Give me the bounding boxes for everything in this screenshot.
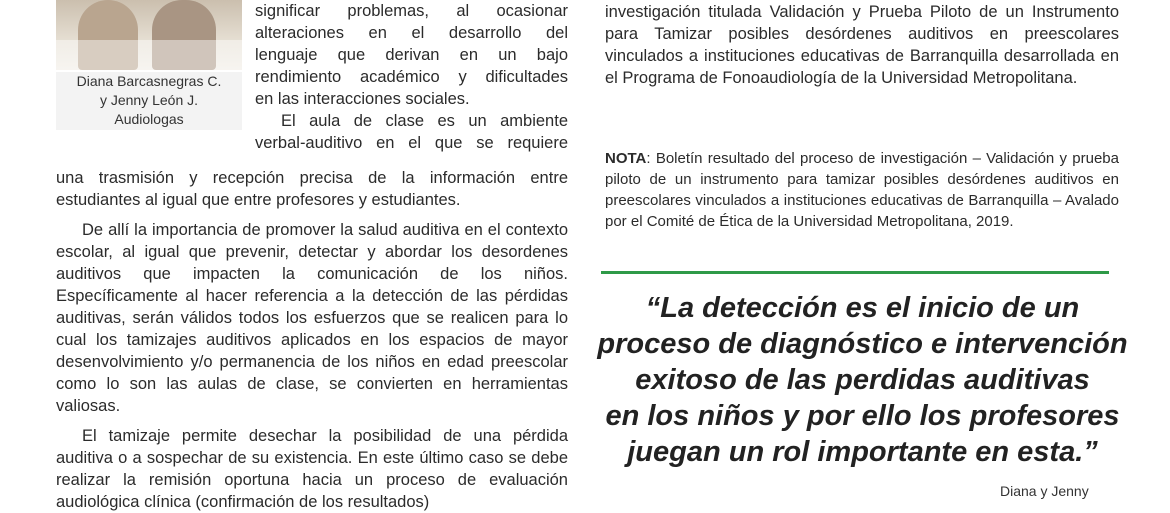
text-line: alteraciones en el desarrollo del [255, 24, 568, 42]
intro-paragraph: investigación titulada Validación y Prueba Piloto de un Instrumento para Tamizar posibles desórdenes auditivos en preescolares vinculados a instituciones educativas de Barranquilla desarrollada en el Programa de Fonoaudiología de la Universidad Metropolitana. [605, 3, 1119, 87]
text-line: en las interacciones sociales. [255, 90, 470, 108]
text-line: verbal-auditivo en el que se requiere [255, 134, 568, 152]
left-body-text [56, 167, 568, 513]
photo-shade [56, 40, 242, 70]
text-line: El aula de clase es un ambiente [281, 112, 568, 130]
quote-line: “La detección es el inicio de un [645, 292, 1080, 324]
quote-author: Diana y Jenny [1000, 483, 1089, 499]
text-line: rendimiento académico y dificultades [255, 68, 568, 86]
caption-line: Diana Barcasnegras C. [76, 73, 222, 89]
note-block [605, 148, 1119, 232]
text-line: lenguaje que derivan en un bajo [255, 46, 568, 64]
text-line: significar problemas, al ocasionar [255, 2, 568, 20]
quote-line: en los niños y por ello los profesores [605, 400, 1120, 432]
quote-line: juegan un rol importante en esta.” [627, 436, 1098, 468]
photo-caption [56, 72, 242, 130]
pull-quote [590, 290, 1135, 470]
authors-photo [56, 0, 242, 70]
note-paragraph [605, 148, 1119, 232]
quote-line: proceso de diagnóstico e intervención [597, 328, 1128, 360]
caption-line: y Jenny León J. [99, 92, 199, 108]
quote-line: exitoso de las perdidas auditivas [635, 364, 1090, 396]
green-divider [601, 271, 1109, 274]
paragraph-tamizaje: El tamizaje permite desechar la posibilidad de una pérdida auditiva o a sospechar de su existencia. En este último caso se debe realizar la remisión oportuna hacia un proceso de evaluación audiológica clínica (confirmación de los resultados) [56, 427, 568, 511]
caption-line: Audiologas [114, 111, 184, 127]
text-beside-photo [255, 0, 568, 154]
note-label: NOTA [605, 150, 647, 167]
paragraph-aula-continued: una trasmisión y recepción precisa de la información entre estudiantes al igual que entre profesores y estudiantes. [56, 169, 568, 209]
research-intro [605, 1, 1119, 89]
paragraph-importance: De allí la importancia de promover la salud auditiva en el contexto escolar, al igual que prevenir, detectar y abordar los desordenes auditivos que impacten la comunicación de los niños. Específicamente al hacer referencia a la detección de las pérdidas auditivas, serán válidos todos los esfuerzos que se realicen para lo cual los tamizajes auditivos aplicados en los espacios de mayor desenvolvimiento y/o permanencia de los niños en edad preescolar como lo son las aulas de clase, se convierten en herramientas valiosas. [56, 221, 568, 415]
note-text: : Boletín resultado del proceso de investigación – Validación y prueba piloto de un instrumento para tamizar posibles desórdenes auditivos en preescolares vinculados a instituciones educativas de Barranquilla – Avalado por el Comité de Ética de la Universidad Metropolitana, 2019. [605, 150, 1119, 230]
